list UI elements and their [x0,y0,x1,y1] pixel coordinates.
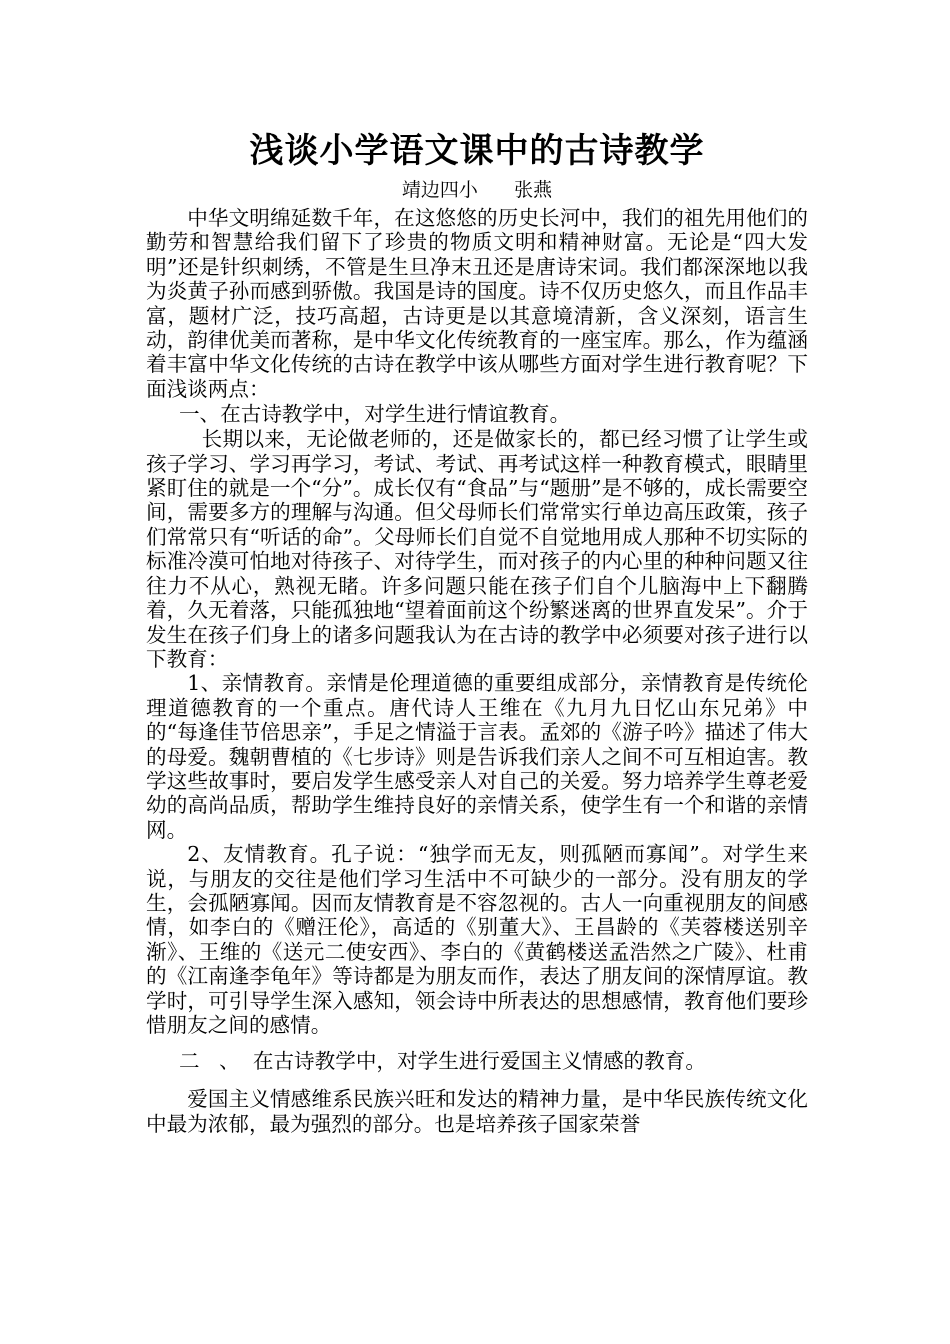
section-heading-1: 一、在古诗教学中，对学生进行情谊教育。 [178,402,571,427]
body-paragraph: 2、友情教育。孔子说：“独学而无友，则孤陋而寡闻”。对学生来说，与朋友的交往是他们学习生活中不可缺少的一部分。没有朋友的学生，会孤陋寡闻。因而友情教育是不容忽视的。古人一向重视朋友的间感情，如李白的《赠汪伦》，高适的《别董大》、王昌龄的《芙蓉楼送别辛渐》、王维的《送元二使安西》、李白的《黄鹤楼送孟浩然之广陵》、杜甫的《江南逢李龟年》等诗都是为朋友而作，表达了朋友间的深情厚谊。教学时，可引导学生深入感知，领会诗中所表达的思想感情，教育他们要珍惜朋友之间的感情。 [146,842,808,1037]
section-heading-2: 二 、 在古诗教学中，对学生进行爱国主义情感的教育。 [178,1049,706,1074]
intro-paragraph: 中华文明绵延数千年，在这悠悠的历史长河中，我们的祖先用他们的勤劳和智慧给我们留下了珍贵的物质文明和精神财富。无论是“四大发明”还是针织刺绣，不管是生旦净末丑还是唐诗宋词。我们都深深地以我为炎黄子孙而感到骄傲。我国是诗的国度。诗不仅历史悠久，而且作品丰富，题材广泛，技巧高超，古诗更是以其意境清新，含义深刻，语言生动，韵律优美而著称，是中华文化传统教育的一座宝库。那么，作为蕴涵着丰富中华文化传统的古诗在教学中该从哪些方面对学生进行教育呢？下面浅谈两点： [146,206,808,401]
document-page [146,128,808,1136]
body-paragraph: 1、亲情教育。亲情是伦理道德的重要组成部分，亲情教育是传统伦理道德教育的一个重点。唐代诗人王维在《九月九日忆山东兄弟》中的“每逢佳节倍思亲”，手足之情溢于言表。孟郊的《游子吟》描述了伟大的母爱。魏朝曹植的《七步诗》则是告诉我们亲人之间不可互相迫害。教学这些故事时，要启发学生感受亲人对自己的关爱。努力培养学生尊老爱幼的高尚品质，帮助学生维持良好的亲情关系，使学生有一个和谐的亲情网。 [146,671,808,842]
document-title: 浅谈小学语文课中的古诗教学 [249,131,705,171]
body-paragraph: 长期以来，无论做老师的，还是做家长的，都已经习惯了让学生或孩子学习、学习再学习，考试、考试、再考试这样一种教育模式，眼睛里紧盯住的就是一个“分”。成长仅有“食品”与“题册”是不够的，成长需要空间，需要多方的理解与沟通。但父母师长们常常实行单边高压政策，孩子们常常只有“听话的命”。父母师长们自觉不自觉地用成人那种不切实际的标准冷漠可怕地对待孩子、对待学生，而对孩子的内心里的种种问题又往往力不从心，熟视无睹。许多问题只能在孩子们自个儿脑海中上下翻腾着，久无着落，只能孤独地“望着面前这个纷繁迷离的世界直发呆”。介于发生在孩子们身上的诸多问题我认为在古诗的教学中必须要对孩子进行以下教育： [146,427,808,671]
author-line: 靖边四小 张燕 [401,179,553,201]
body-paragraph: 爱国主义情感维系民族兴旺和发达的精神力量，是中华民族传统文化中最为浓郁，最为强烈的部分。也是培养孩子国家荣誉 [146,1087,808,1136]
